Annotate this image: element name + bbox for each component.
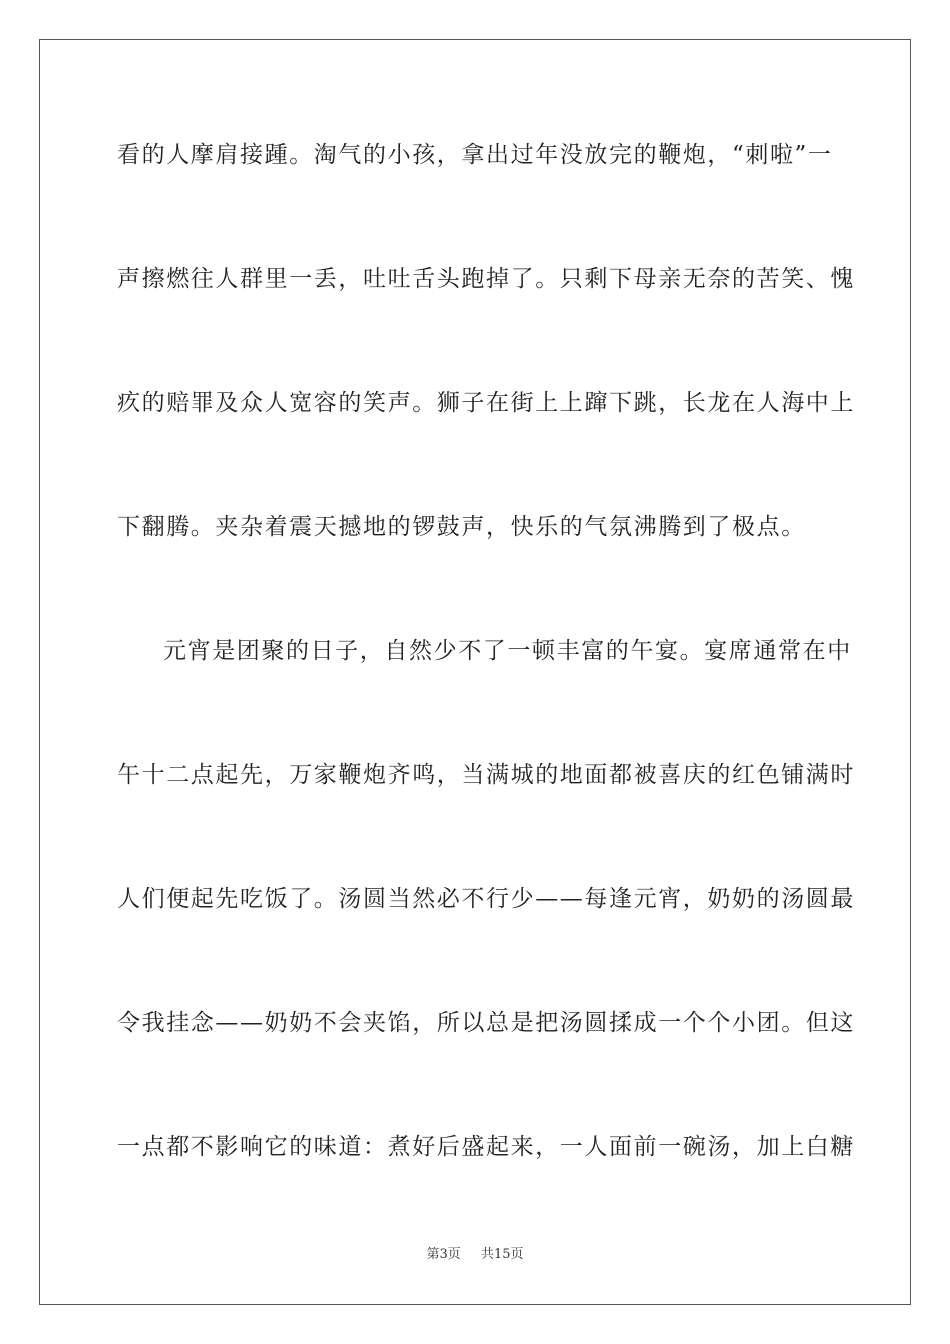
text-line: 疚的赔罪及众人宽容的笑声。狮子在街上上蹿下跳，长龙在人海中上 [117, 390, 855, 416]
text-line: 看的人摩肩接踵。淘气的小孩，拿出过年没放完的鞭炮，“刺啦”一 [117, 142, 833, 168]
text-line: 令我挂念——奶奶不会夹馅，所以总是把汤圆揉成一个个小团。但这 [117, 1010, 855, 1036]
current-page-number: 第3页 [426, 1247, 461, 1262]
text-line: 人们便起先吃饭了。汤圆当然必不行少——每逢元宵，奶奶的汤圆最 [117, 886, 855, 912]
text-line: 午十二点起先，万家鞭炮齐鸣，当满城的地面都被喜庆的红色铺满时 [117, 762, 855, 788]
total-page-count: 共15页 [480, 1247, 524, 1262]
paragraph-first-line: 元宵是团聚的日子，自然少不了一顿丰富的午宴。宴席通常在中 [163, 638, 852, 664]
text-line: 下翻腾。夹杂着震天撼地的锣鼓声，快乐的气氛沸腾到了极点。 [117, 514, 806, 540]
page-border [39, 39, 911, 1305]
text-line: 一点都不影响它的味道：煮好后盛起来，一人面前一碗汤，加上白糖 [117, 1134, 855, 1160]
page-footer [0, 1246, 950, 1264]
text-line: 声擦燃往人群里一丢，吐吐舌头跑掉了。只剩下母亲无奈的苦笑、愧 [117, 266, 855, 292]
